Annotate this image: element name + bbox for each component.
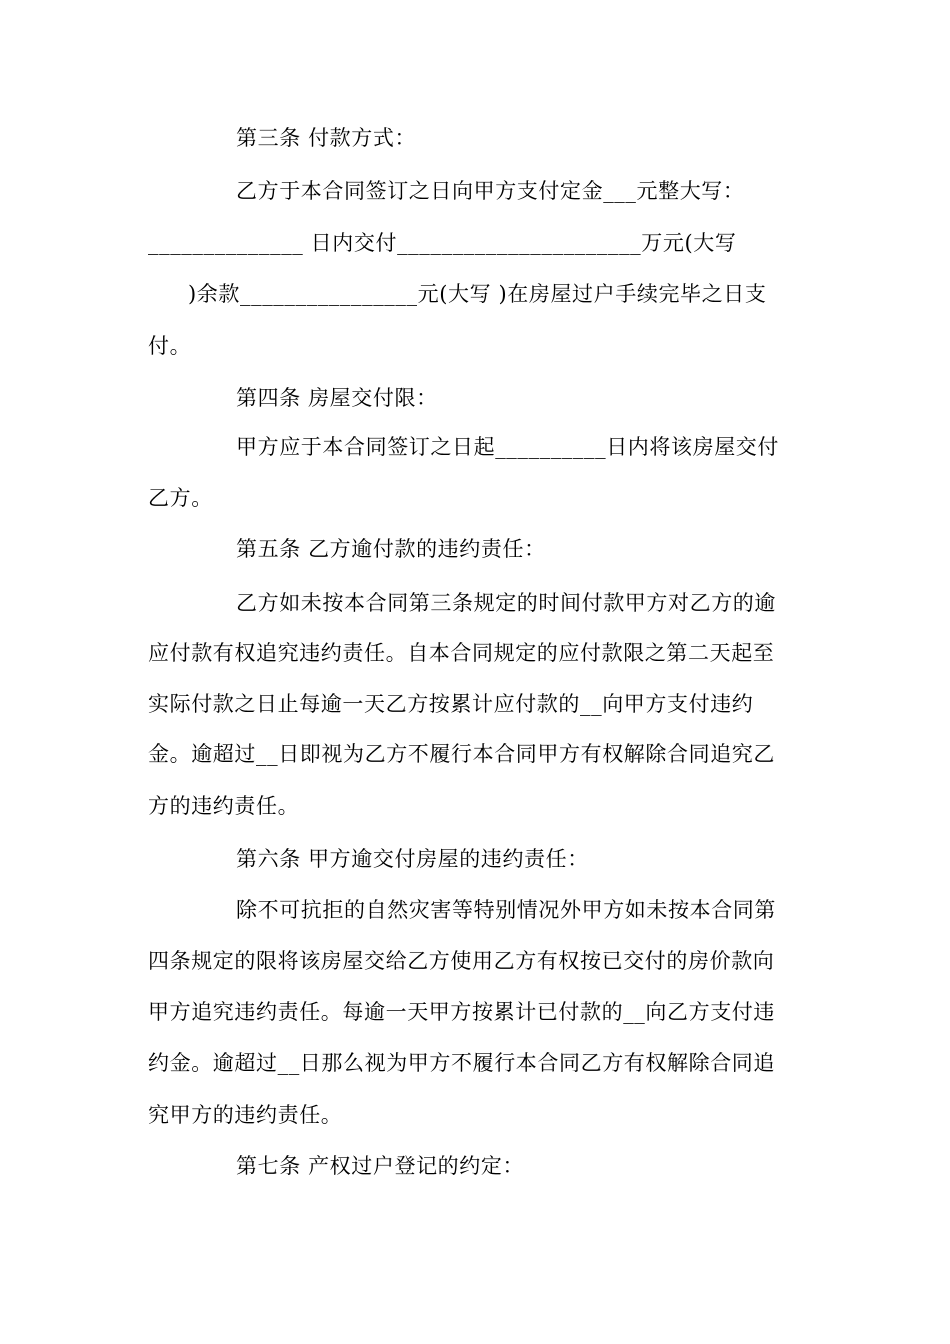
paragraph-line: 应付款有权追究违约责任。自本合同规定的应付款限之第二天起至 bbox=[148, 641, 775, 665]
paragraph-line: 除不可抗拒的自然灾害等特别情况外甲方如未按本合同第 bbox=[236, 898, 776, 922]
article-7-heading: 第七条 产权过户登记的约定： bbox=[236, 1154, 525, 1178]
paragraph-line: )余款________________元(大写 )在房屋过户手续完毕之日支 bbox=[188, 282, 767, 306]
paragraph-line: 究甲方的违约责任。 bbox=[148, 1103, 343, 1127]
paragraph-line: 乙方。 bbox=[148, 486, 213, 510]
article-6-heading: 第六条 甲方逾交付房屋的违约责任： bbox=[236, 847, 589, 871]
article-4-heading: 第四条 房屋交付限： bbox=[236, 386, 438, 410]
paragraph-line: 甲方追究违约责任。每逾一天甲方按累计已付款的__向乙方支付违 bbox=[148, 1000, 775, 1024]
paragraph-line: 四条规定的限将该房屋交给乙方使用乙方有权按已交付的房价款向 bbox=[148, 949, 775, 973]
paragraph-line: 金。逾超过__日即视为乙方不履行本合同甲方有权解除合同追究乙 bbox=[148, 742, 775, 766]
paragraph-line: 付。 bbox=[148, 334, 192, 358]
paragraph-line: 方的违约责任。 bbox=[148, 794, 300, 818]
article-5-heading: 第五条 乙方逾付款的违约责任： bbox=[236, 537, 546, 561]
paragraph-line: 实际付款之日止每逾一天乙方按累计应付款的__向甲方支付违约 bbox=[148, 692, 754, 716]
paragraph-line: 乙方于本合同签订之日向甲方支付定金___元整大写： bbox=[236, 179, 745, 203]
article-3-heading: 第三条 付款方式： bbox=[236, 126, 417, 150]
paragraph-line: 乙方如未按本合同第三条规定的时间付款甲方对乙方的逾 bbox=[236, 591, 776, 615]
paragraph-line: 甲方应于本合同签订之日起__________日内将该房屋交付 bbox=[236, 435, 779, 459]
paragraph-line: ______________ 日内交付______________________万元(大写 bbox=[148, 231, 737, 255]
paragraph-line: 约金。逾超过__日那么视为甲方不履行本合同乙方有权解除合同追 bbox=[148, 1051, 775, 1075]
